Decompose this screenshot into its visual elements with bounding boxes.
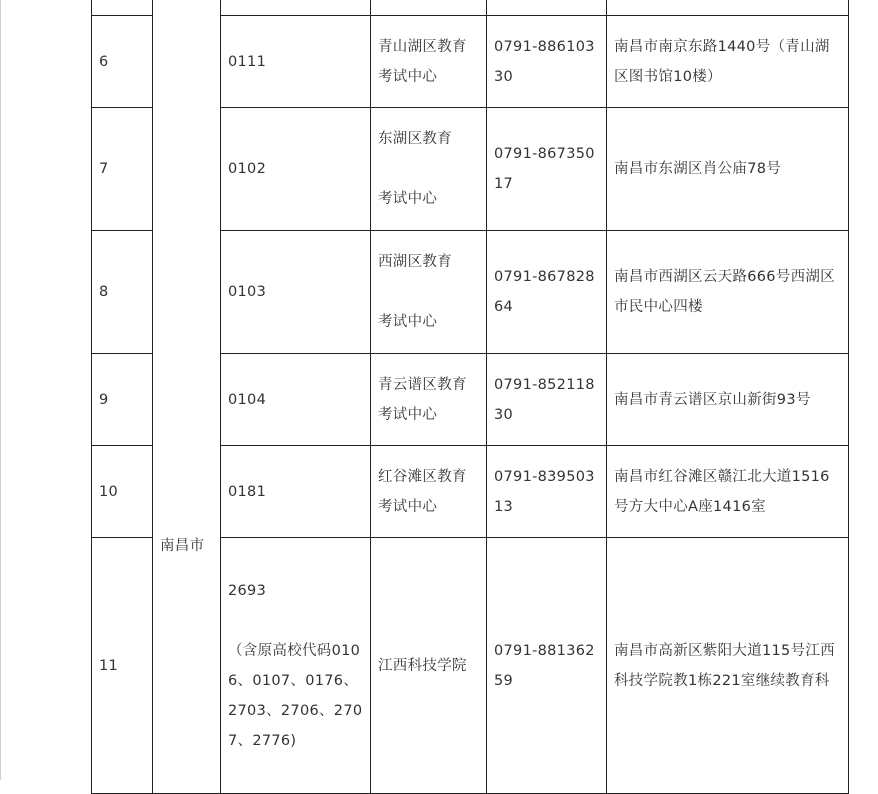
city-name: 南昌市: [160, 538, 205, 554]
row-number: 10: [92, 446, 153, 538]
cell-phone-empty: [487, 0, 607, 16]
office-name: 青山湖区教育考试中心: [371, 16, 487, 108]
exam-office-table: [91, 0, 849, 794]
office-name: 青云谱区教育考试中心: [371, 354, 487, 446]
office-code: 0102: [221, 108, 371, 231]
office-code: 0103: [221, 231, 371, 354]
office-code: 0111: [221, 16, 371, 108]
cell-no-empty: [92, 0, 153, 16]
office-address: 南昌市红谷滩区赣江北大道1516号方大中心A座1416室: [607, 446, 849, 538]
office-phone: 0791-86735017: [487, 108, 607, 231]
office-name: 东湖区教育 考试中心: [371, 108, 487, 231]
office-address: 南昌市西湖区云天路666号西湖区市民中心四楼: [607, 231, 849, 354]
office-code: 0104: [221, 354, 371, 446]
office-address: 南昌市东湖区肖公庙78号: [607, 108, 849, 231]
page-left-border: [0, 0, 1, 780]
office-phone: 0791-85211830: [487, 354, 607, 446]
office-code: 2693 （含原高校代码0106、0107、0176、2703、2706、2707、2776): [221, 538, 371, 794]
row-number: 8: [92, 231, 153, 354]
office-name: 江西科技学院: [371, 538, 487, 794]
office-address: 南昌市青云谱区京山新街93号: [607, 354, 849, 446]
office-code: 0181: [221, 446, 371, 538]
office-name: 红谷滩区教育考试中心: [371, 446, 487, 538]
cell-code-empty: [221, 0, 371, 16]
row-number: 11: [92, 538, 153, 794]
cell-name-empty: [371, 0, 487, 16]
office-phone: 0791-83950313: [487, 446, 607, 538]
row-number: 9: [92, 354, 153, 446]
office-address: 南昌市南京东路1440号（青山湖区图书馆10楼）: [607, 16, 849, 108]
office-phone: 0791-88136259: [487, 538, 607, 794]
row-number: 6: [92, 16, 153, 108]
table-row-previous-partial: [92, 0, 849, 16]
office-name: 西湖区教育 考试中心: [371, 231, 487, 354]
row-number: 7: [92, 108, 153, 231]
office-phone: 0791-86782864: [487, 231, 607, 354]
cell-city: [153, 0, 221, 794]
office-phone: 0791-88610330: [487, 16, 607, 108]
cell-address-empty: [607, 0, 849, 16]
exam-office-table-container: [91, 0, 849, 794]
office-address: 南昌市高新区紫阳大道115号江西科技学院教1栋221室继续教育科: [607, 538, 849, 794]
